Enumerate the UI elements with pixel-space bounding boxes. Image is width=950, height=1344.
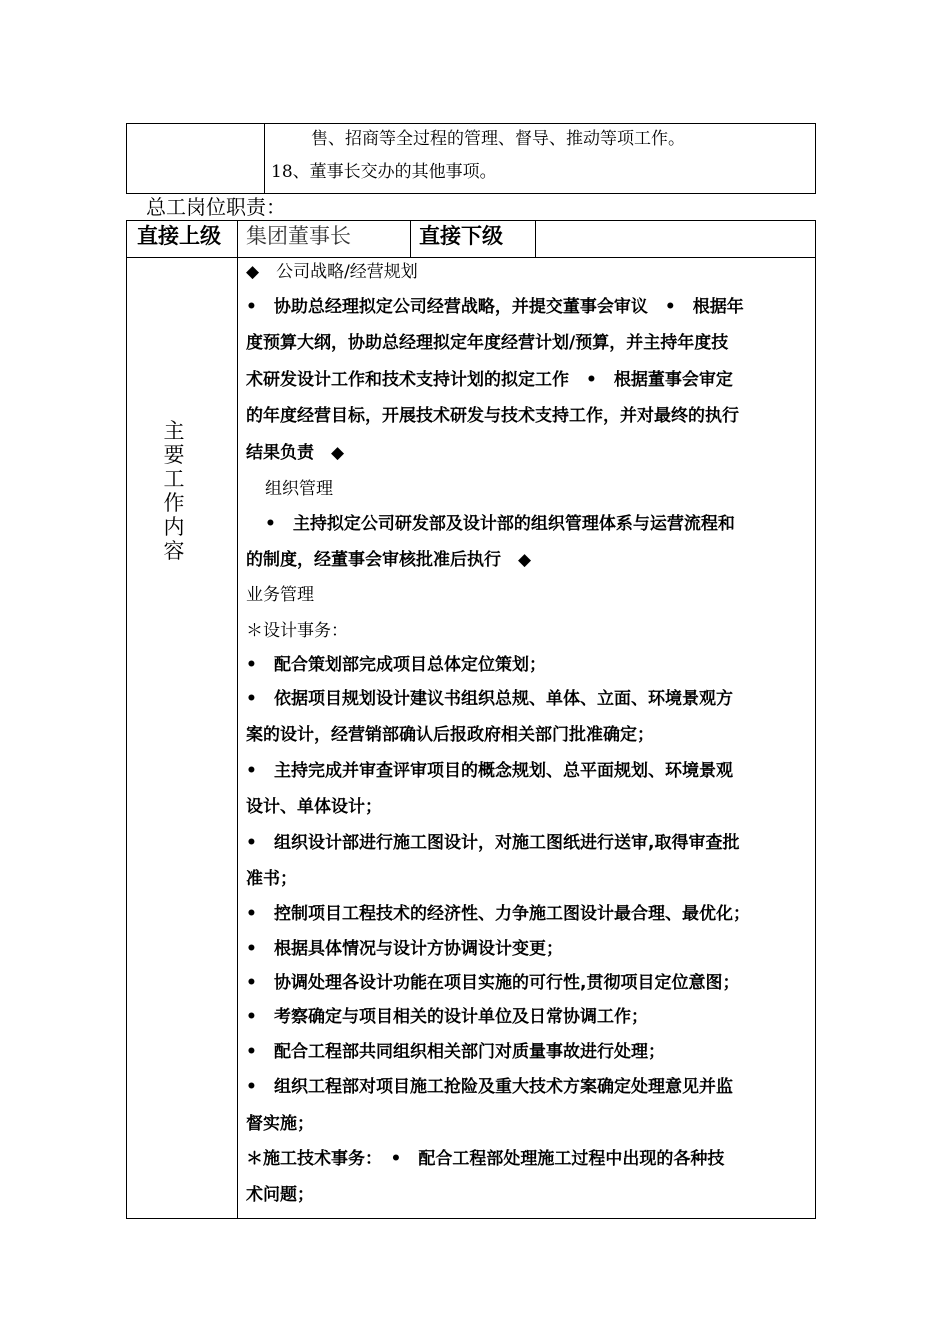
label-char: 容 [163,539,185,563]
text-line: 结果负责 ◆ [246,443,345,463]
list-item [246,760,733,782]
bullet-icon: • [246,973,257,993]
list-item [246,688,733,710]
label-char: 主 [163,419,185,443]
previous-table-continuation [126,123,816,194]
list-item-text: 控制项目工程技术的经济性、力争施工图设计最合理、最优化； [274,904,750,924]
text-line: • 协助总经理拟定公司经营战略，并提交董事会审议 • 根据年 [246,297,744,317]
heading-business: 业务管理 [246,585,314,605]
direct-superior-label: 直接上级 [137,224,221,248]
list-item-text: 组织工程部对项目施工抢险及重大技术方案确定处理意见并监 [274,1077,733,1097]
subheading-design: ＊设计事务： [246,621,348,641]
bullet-icon: • [246,1007,257,1027]
label-char: 要 [163,443,185,467]
bullet-icon: • [246,761,257,781]
text-line: 准书； [246,869,297,889]
label-char: 作 [163,491,185,515]
text-line: 督实施； [246,1114,314,1134]
label-char: 工 [163,467,185,491]
direct-subordinate-label: 直接下级 [419,224,503,248]
table-text-line: 售、招商等全过程的管理、督导、推动等项工作。 [311,129,685,149]
list-item [246,1041,665,1063]
text-line: 的制度，经董事会审核批准后执行 ◆ [246,550,532,570]
column-divider [264,124,265,193]
list-item-text: 组织设计部进行施工图设计，对施工图纸进行送审,取得审查批 [274,833,740,853]
bullet-icon: • [246,689,257,709]
list-item-text: 主持完成并审查评审项目的概念规划、总平面规划、环境景观 [274,761,733,781]
column-divider [535,221,536,257]
bullet-icon: • [246,833,257,853]
text-line: 术问题； [246,1185,314,1205]
main-work-content-label [159,419,189,563]
column-divider [237,257,238,1218]
bullet-icon: • [246,1077,257,1097]
bullet-icon: • [246,655,257,675]
text-line: 术研发设计工作和技术支持计划的拟定工作 • 根据董事会审定 [246,370,733,390]
text-line: • 主持拟定公司研发部及设计部的组织管理体系与运营流程和 [265,514,735,534]
list-item-text: 配合工程部共同组织相关部门对质量事故进行处理； [274,1042,665,1062]
list-item [246,1076,733,1098]
bullet-icon: • [246,904,257,924]
section-title: 总工岗位职责： [146,195,286,219]
column-divider [410,221,411,257]
text-line: 设计、单体设计； [246,797,382,817]
table-text-line: 18、董事长交办的其他事项。 [271,162,497,182]
list-item-text: 考察确定与项目相关的设计单位及日常协调工作； [274,1007,648,1027]
list-item [246,972,739,994]
heading-organization: 组织管理 [265,479,333,499]
subheading-construction: ＊施工技术事务： • 配合工程部处理施工过程中出现的各种技 [246,1149,725,1169]
header-row [126,220,816,258]
text-line: 案的设计，经营销部确认后报政府相关部门批准确定； [246,725,654,745]
list-item [246,1006,648,1028]
list-item [246,903,750,925]
list-item-text: 依据项目规划设计建议书组织总规、单体、立面、环境景观方 [274,689,733,709]
label-char: 内 [163,515,185,539]
list-item-text: 根据具体情况与设计方协调设计变更； [274,939,563,959]
direct-superior-value: 集团董事长 [246,224,351,248]
list-item [246,654,546,676]
list-item [246,938,563,960]
heading-strategy: ◆ 公司战略/经营规划 [246,262,418,282]
text-line: 的年度经营目标，开展技术研发与技术支持工作，并对最终的执行 [246,406,739,426]
bullet-icon: • [246,1042,257,1062]
list-item [246,832,739,854]
list-item-text: 配合策划部完成项目总体定位策划； [274,655,546,675]
list-item-text: 协调处理各设计功能在项目实施的可行性,贯彻项目定位意图； [274,973,740,993]
text-line: 度预算大纲，协助总经理拟定年度经营计划/预算，并主持年度技 [246,333,729,353]
column-divider [237,221,238,257]
bullet-icon: • [246,939,257,959]
